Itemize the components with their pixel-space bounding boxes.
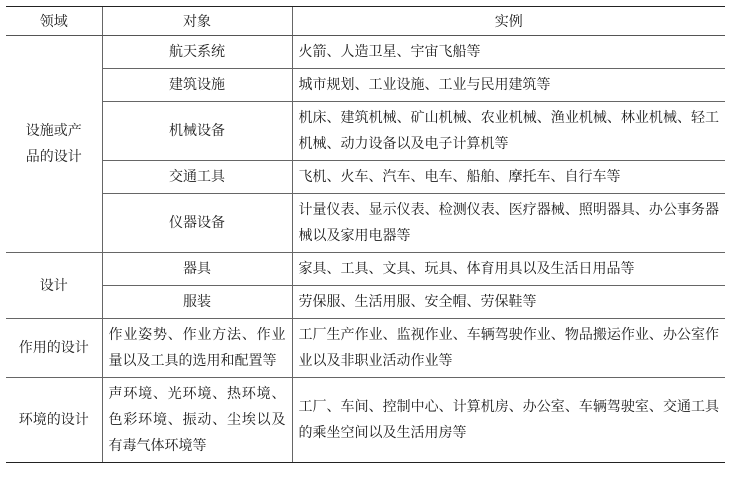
object-cell: 服装 [102, 286, 292, 319]
table-row [6, 69, 725, 102]
header-domain: 领域 [6, 7, 102, 36]
table-row [6, 319, 725, 378]
header-example: 实例 [292, 7, 725, 36]
table-row [6, 161, 725, 194]
table-container [6, 6, 725, 463]
domain-cell: 设计 [6, 253, 102, 319]
object-cell: 交通工具 [102, 161, 292, 194]
example-cell: 飞机、火车、汽车、电车、船舶、摩托车、自行车等 [292, 161, 725, 194]
object-cell: 声环境、光环境、热环境、色彩环境、振动、尘埃以及有毒气体环境等 [102, 378, 292, 463]
example-cell: 火箭、人造卫星、宇宙飞船等 [292, 36, 725, 69]
table-header-row [6, 7, 725, 36]
object-cell: 航天系统 [102, 36, 292, 69]
example-cell: 工厂生产作业、监视作业、车辆驾驶作业、物品搬运作业、办公室作业以及非职业活动作业等 [292, 319, 725, 378]
ergonomics-application-table [6, 6, 725, 463]
object-cell: 作业姿势、作业方法、作业量以及工具的选用和配置等 [102, 319, 292, 378]
example-cell: 劳保服、生活用服、安全帽、劳保鞋等 [292, 286, 725, 319]
example-cell: 家具、工具、文具、玩具、体育用具以及生活日用品等 [292, 253, 725, 286]
table-row [6, 286, 725, 319]
object-cell: 器具 [102, 253, 292, 286]
object-cell: 机械设备 [102, 102, 292, 161]
domain-cell: 设施或产品的设计 [6, 36, 102, 253]
table-row [6, 378, 725, 463]
object-cell: 仪器设备 [102, 194, 292, 253]
table-row [6, 194, 725, 253]
object-cell: 建筑设施 [102, 69, 292, 102]
example-cell: 计量仪表、显示仪表、检测仪表、医疗器械、照明器具、办公事务器械以及家用电器等 [292, 194, 725, 253]
header-object: 对象 [102, 7, 292, 36]
example-cell: 城市规划、工业设施、工业与民用建筑等 [292, 69, 725, 102]
domain-cell: 环境的设计 [6, 378, 102, 463]
table-row [6, 253, 725, 286]
example-cell: 机床、建筑机械、矿山机械、农业机械、渔业机械、林业机械、轻工机械、动力设备以及电子计算机等 [292, 102, 725, 161]
example-cell: 工厂、车间、控制中心、计算机房、办公室、车辆驾驶室、交通工具的乘坐空间以及生活用房等 [292, 378, 725, 463]
table-row [6, 36, 725, 69]
domain-cell: 作用的设计 [6, 319, 102, 378]
table-row [6, 102, 725, 161]
